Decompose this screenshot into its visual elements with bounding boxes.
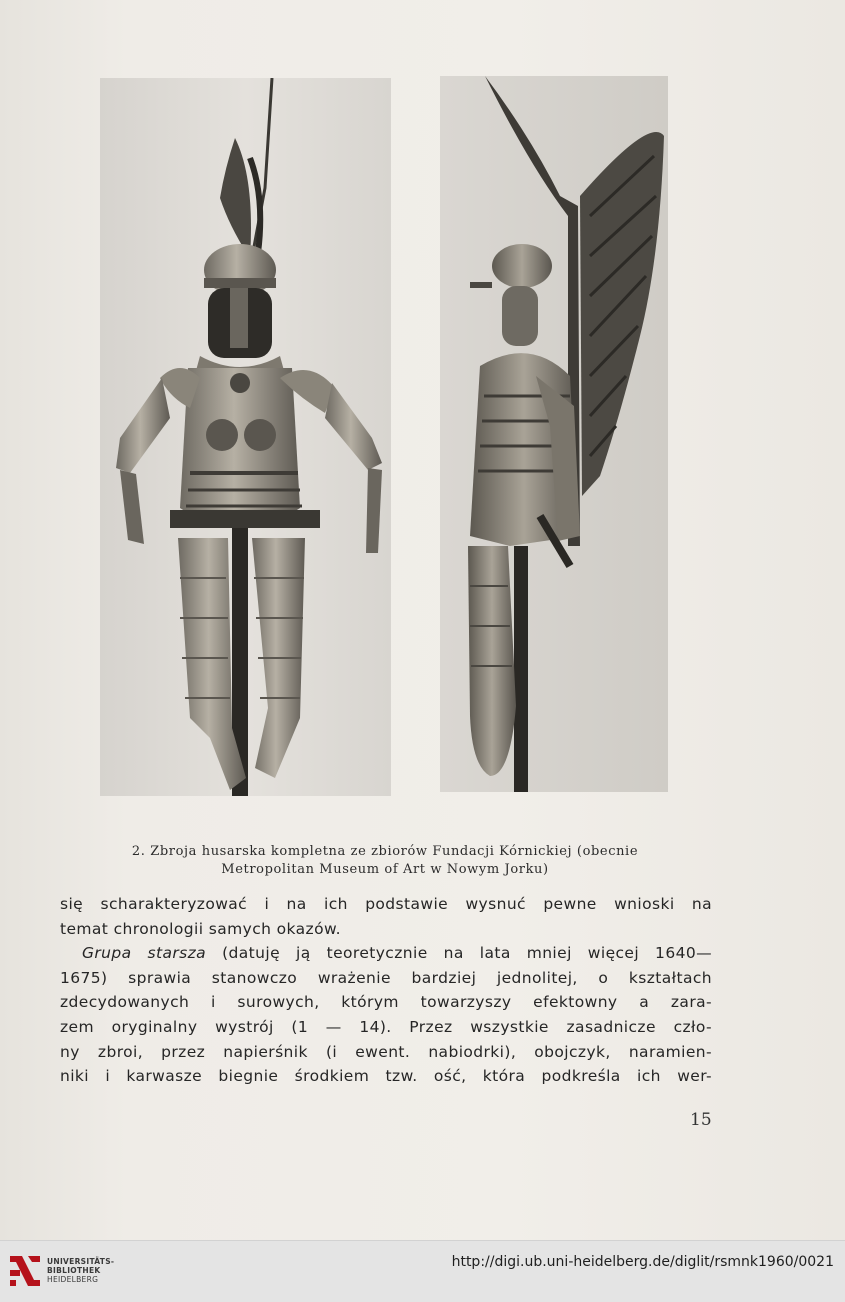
- text-line: zem oryginalny wystrój (1 — 14). Przez wszystkie zasadnicze czło-: [60, 1017, 712, 1036]
- university-logo-icon[interactable]: [8, 1250, 42, 1292]
- armour-side-photo: [440, 76, 668, 792]
- footer-bar: [0, 1240, 845, 1302]
- caption-line: 2. Zbroja husarska kompletna ze zbiorów Fundacji Kórnickiej (obecnie: [131, 844, 639, 859]
- caption-line: Metropolitan Museum of Art w Nowym Jorku): [221, 862, 549, 877]
- text-fragment: (datuję ją teoretycznie na lata mniej więcej 1640—: [206, 944, 713, 963]
- text-line: temat chronologii samych okazów.: [60, 919, 341, 938]
- university-logo-text[interactable]: [47, 1257, 114, 1284]
- armour-front-photo: [100, 78, 391, 796]
- text-line: się scharakteryzować i na ich podstawie wysnuć pewne wnioski na: [60, 895, 712, 913]
- text-line: 1675) sprawia stanowczo wrażenie bardziej jednolitej, o kształtach: [60, 968, 712, 987]
- text-line: niki i karwasze biegnie środkiem tzw. ość, która podkreśla ich wer-: [60, 1067, 712, 1086]
- page-number: 15: [690, 1110, 712, 1130]
- permalink-url[interactable]: http://digi.ub.uni-heidelberg.de/diglit/rsmnk1960/0021: [451, 1254, 834, 1270]
- figure-caption: [60, 843, 710, 879]
- text-line: ny zbroi, przez napierśnik (i ewent. nabiodrki), obojczyk, naramien-: [60, 1042, 712, 1061]
- text-line: zdecydowanych i surowych, którym towarzyszy efektowny a zara-: [60, 993, 712, 1012]
- text-line: [60, 941, 712, 966]
- italic-term: Grupa starsza: [82, 944, 207, 963]
- logo-line: UNIVERSITÄTS-: [47, 1257, 115, 1266]
- logo-line: BIBLIOTHEK: [47, 1266, 101, 1275]
- body-paragraph: [60, 892, 712, 1089]
- logo-line: HEIDELBERG: [47, 1275, 99, 1284]
